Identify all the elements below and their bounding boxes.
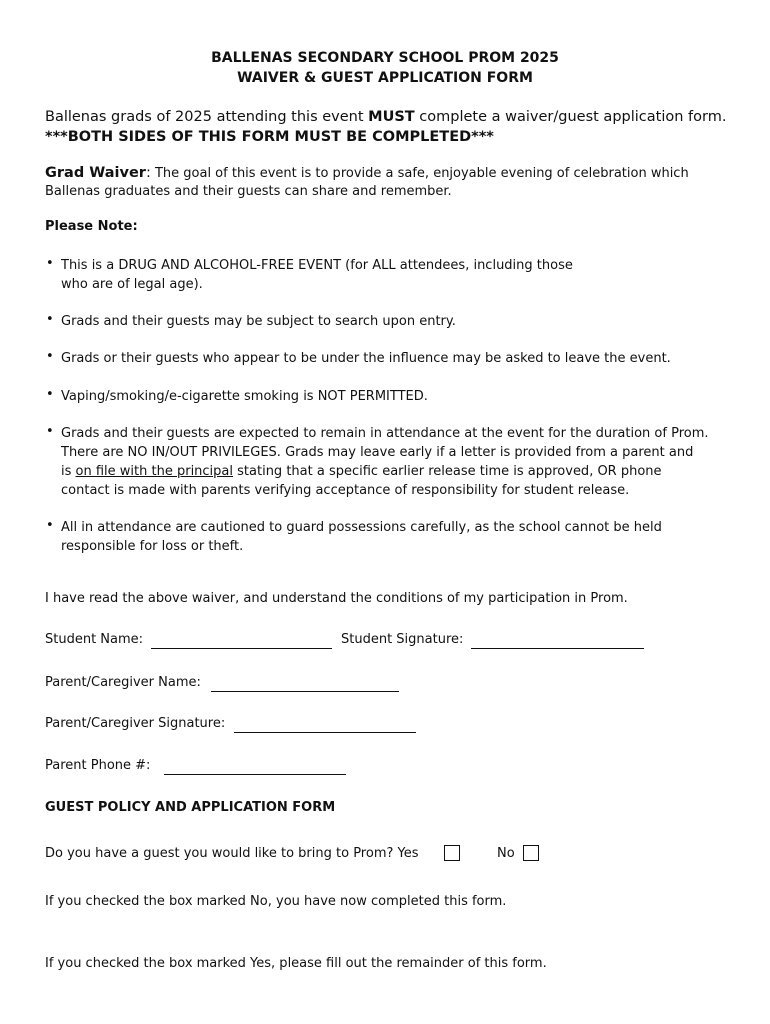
grad-waiver-text: The goal of this event is to provide a safe, enjoyable evening of celebration which: [150, 166, 689, 181]
bullet-influence: Grads or their guests who appear to be under the influence may be asked to leave the event.: [61, 351, 671, 366]
guest-section-heading: GUEST POLICY AND APPLICATION FORM: [45, 800, 336, 815]
parent-phone-label: Parent Phone #:: [45, 758, 151, 773]
student-signature-label: Student Signature:: [341, 632, 464, 647]
bullet-possessions: [61, 518, 662, 556]
on-file-with-principal: on file with the principal: [75, 464, 234, 479]
both-sides-notice: ***BOTH SIDES OF THIS FORM MUST BE COMPLETED***: [45, 129, 494, 145]
bullet-dot: •: [46, 387, 54, 402]
bullet-6-line2: responsible for loss or theft.: [61, 539, 244, 554]
parent-phone-field[interactable]: [164, 774, 346, 775]
bullet-5-line3-before: is: [61, 464, 76, 479]
intro-must: MUST: [368, 109, 415, 125]
bullet-drug-free: [61, 256, 573, 294]
bullet-5-line3: [61, 462, 709, 481]
student-signature-field[interactable]: [471, 648, 644, 649]
grad-waiver-colon: :: [145, 165, 151, 181]
parent-signature-label: Parent/Caregiver Signature:: [45, 716, 226, 731]
if-yes-instruction: If you checked the box marked Yes, please fill out the remainder of this form.: [45, 956, 547, 971]
bullet-dot: •: [46, 424, 54, 439]
bullet-dot: •: [46, 349, 54, 364]
bullet-dot: •: [46, 518, 54, 533]
bullet-search: Grads and their guests may be subject to search upon entry.: [61, 314, 456, 329]
intro-text-after: complete a waiver/guest application form.: [414, 109, 727, 125]
form-title-line2: WAIVER & GUEST APPLICATION FORM: [237, 70, 533, 86]
grad-waiver-label: Grad Waiver: [45, 165, 146, 181]
bullet-1-line2: who are of legal age).: [61, 277, 203, 292]
bullet-5-line2: There are NO IN/OUT PRIVILEGES. Grads may leave early if a letter is provided from a parent and: [61, 445, 694, 460]
bullet-attendance: [61, 424, 709, 500]
yes-checkbox[interactable]: [444, 845, 460, 861]
intro-paragraph: [45, 109, 726, 125]
acknowledgement-text: I have read the above waiver, and understand the conditions of my participation in Prom.: [45, 591, 628, 606]
guest-question: Do you have a guest you would like to bring to Prom? Yes: [45, 846, 419, 861]
student-name-field[interactable]: [151, 648, 332, 649]
no-label: No: [497, 846, 515, 861]
please-note-heading: Please Note:: [45, 219, 138, 234]
student-name-label: Student Name:: [45, 632, 144, 647]
no-checkbox[interactable]: [523, 845, 539, 861]
parent-name-label: Parent/Caregiver Name:: [45, 675, 201, 690]
grad-waiver-line1: [45, 165, 689, 181]
bullet-1-line1: This is a DRUG AND ALCOHOL-FREE EVENT (for ALL attendees, including those: [61, 258, 573, 273]
parent-name-field[interactable]: [211, 691, 399, 692]
intro-text-before: Ballenas grads of 2025 attending this event: [45, 109, 369, 125]
bullet-5-line4: contact is made with parents verifying acceptance of responsibility for student release.: [61, 483, 630, 498]
form-title-line1: BALLENAS SECONDARY SCHOOL PROM 2025: [211, 50, 559, 66]
if-no-instruction: If you checked the box marked No, you have now completed this form.: [45, 894, 507, 909]
grad-waiver-line2: Ballenas graduates and their guests can share and remember.: [45, 184, 452, 199]
bullet-5-line3-after: stating that a specific earlier release time is approved, OR phone: [233, 464, 662, 479]
bullet-dot: •: [46, 312, 54, 327]
bullet-vaping: Vaping/smoking/e-cigarette smoking is NOT PERMITTED.: [61, 389, 428, 404]
bullet-5-line1: Grads and their guests are expected to remain in attendance at the event for the duration of Prom.: [61, 426, 709, 441]
parent-signature-field[interactable]: [234, 732, 416, 733]
bullet-dot: •: [46, 256, 54, 271]
bullet-6-line1: All in attendance are cautioned to guard possessions carefully, as the school cannot be held: [61, 520, 662, 535]
